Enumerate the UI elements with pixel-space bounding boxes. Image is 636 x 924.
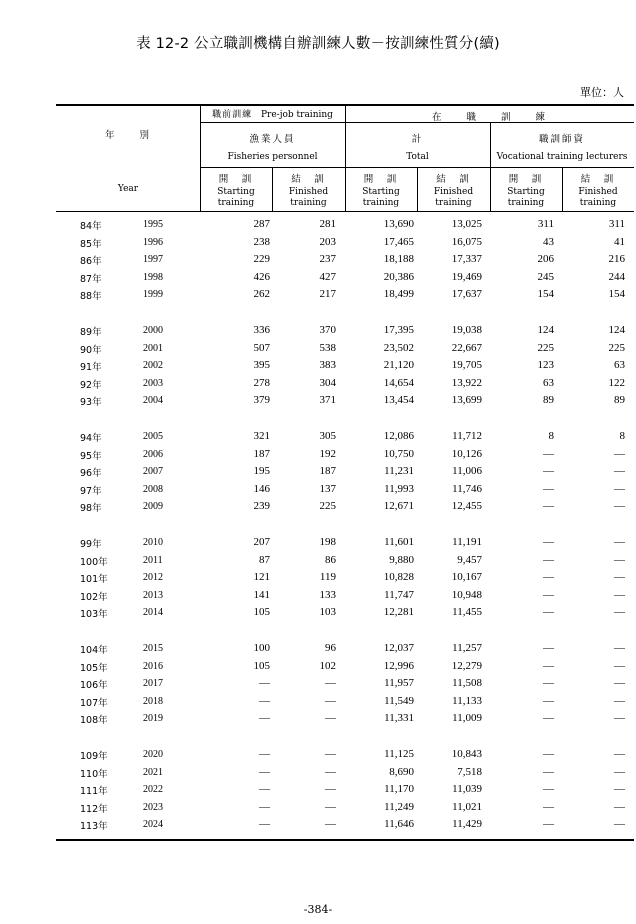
value-cell: 13,699 [451,394,482,406]
year-roc: 104年 [80,645,108,656]
year-ad: 2024 [143,819,163,830]
prejob-header-zh: 職前訓練 [212,110,253,120]
value-cell: — [543,765,554,778]
value-cell: — [614,482,625,495]
value-cell: 11,747 [384,588,414,601]
year-ad: 1995 [143,219,163,230]
value-cell: 63 [614,359,625,371]
value-cell: — [259,800,270,813]
starting-header-en: Starting [507,187,545,197]
value-cell: 119 [319,571,336,583]
value-cell: — [325,712,336,724]
value-cell: 96 [325,642,336,654]
year-ad: 2016 [143,660,163,672]
value-cell: 124 [537,324,554,336]
year-ad: 2023 [143,801,163,813]
value-cell: 192 [319,447,336,460]
fisheries-header-zh: 漁業人員 [249,134,296,145]
value-cell: 11,746 [452,482,482,495]
year-ad: 2001 [143,342,163,354]
value-cell: — [325,765,336,778]
year-roc: 88年 [80,291,102,302]
year-roc: 92年 [80,379,102,391]
value-cell: 187 [253,447,270,460]
finished-header-zh: 結 訓 [436,174,471,185]
starting-header-zh: 開 訓 [508,174,544,185]
value-cell: 16,075 [451,235,482,248]
value-cell: 10,126 [451,447,482,460]
value-cell: — [614,447,625,460]
value-cell: 11,601 [384,536,414,548]
value-cell: 102 [319,659,336,672]
value-cell: 305 [319,430,336,442]
value-cell: — [259,694,270,707]
value-cell: 10,828 [383,571,414,583]
year-roc: 86年 [80,256,102,267]
value-cell: — [543,783,554,795]
value-cell: — [543,642,554,654]
value-cell: — [543,712,554,724]
year-roc: 93年 [80,397,102,408]
value-cell: 146 [253,482,270,495]
year-ad: 2017 [143,678,163,689]
value-cell: — [614,500,625,512]
finished-header-en: training [579,198,617,208]
unit-label: 單位：人 [580,86,624,99]
value-cell: 206 [537,253,554,265]
year-roc: 112年 [80,803,108,815]
value-cell: 13,690 [383,218,414,230]
value-cell: 217 [319,288,336,300]
finished-header-en: training [435,198,472,208]
year-ad: 1996 [143,236,163,248]
lecturers-header-en: Vocational training lecturers [496,152,628,162]
value-cell: — [259,677,270,689]
value-cell: 11,133 [452,694,482,707]
year-header-en: Year [117,184,139,194]
value-cell: 12,455 [451,500,482,512]
value-cell: 11,331 [384,712,414,724]
value-cell: 124 [608,324,625,336]
value-cell: 19,469 [451,270,482,283]
year-roc: 97年 [80,485,102,497]
starting-header-en: training [507,198,545,208]
value-cell: 287 [253,218,270,230]
value-cell: 89 [543,394,554,406]
year-ad: 2004 [143,395,163,406]
year-roc: 108年 [80,715,108,726]
value-cell: — [543,588,554,601]
value-cell: 137 [319,482,336,495]
value-cell: 63 [543,376,554,389]
value-cell: 245 [537,270,554,283]
value-cell: 278 [253,376,270,389]
year-roc: 103年 [80,609,108,620]
year-roc: 111年 [80,786,108,797]
total-header-zh: 計 [411,134,424,145]
value-cell: — [614,588,625,601]
value-cell: 122 [608,376,625,389]
value-cell: — [614,748,625,760]
value-cell: 383 [319,359,336,371]
value-cell: — [543,659,554,672]
year-roc: 98年 [80,503,102,514]
value-cell: 11,257 [452,642,482,654]
year-ad: 2000 [143,325,163,336]
value-cell: 10,843 [451,748,482,760]
value-cell: 11,191 [452,536,482,548]
value-cell: 304 [319,376,336,389]
value-cell: 225 [319,500,336,512]
year-roc: 100年 [80,556,108,568]
value-cell: — [614,818,625,830]
value-cell: 281 [319,218,336,230]
value-cell: 12,037 [383,642,414,654]
value-cell: 11,712 [452,430,482,442]
value-cell: 18,188 [383,253,414,265]
value-cell: — [259,783,270,795]
table-title: 表 12-2 公立職訓機構自辦訓練人數－按訓練性質分(續) [136,36,500,52]
year-roc: 90年 [80,344,102,356]
value-cell: — [325,818,336,830]
value-cell: — [543,447,554,460]
finished-header-en: training [290,198,327,208]
year-ad: 2003 [143,377,163,389]
value-cell: 11,429 [452,818,482,830]
value-cell: 12,279 [451,659,482,672]
year-ad: 2014 [143,607,163,618]
table-bottom-rule [56,839,634,841]
value-cell: 17,337 [451,253,482,265]
year-roc: 95年 [80,450,102,462]
value-cell: 41 [614,235,625,248]
year-roc: 87年 [80,273,102,285]
value-cell: 370 [319,324,336,336]
value-cell: 187 [319,465,336,477]
value-cell: 195 [253,465,270,477]
value-cell: 11,646 [384,818,414,830]
value-cell: 11,231 [384,465,414,477]
value-cell: 9,880 [389,553,414,566]
year-roc: 91年 [80,362,102,373]
value-cell: 11,170 [384,783,414,795]
value-cell: 154 [608,288,625,300]
year-ad: 2015 [143,643,163,654]
value-cell: — [614,642,625,654]
value-cell: 207 [253,536,270,548]
value-cell: — [614,783,625,795]
year-ad: 2013 [143,589,163,601]
value-cell: — [614,465,625,477]
value-cell: — [543,694,554,707]
value-cell: 86 [325,553,336,566]
value-cell: — [543,465,554,477]
year-ad: 2007 [143,466,163,477]
year-ad: 2012 [143,572,163,583]
value-cell: — [325,748,336,760]
value-cell: — [543,536,554,548]
value-cell: 244 [608,270,625,283]
value-cell: — [543,748,554,760]
value-cell: 11,009 [452,712,482,724]
value-cell: 87 [259,553,270,566]
value-cell: — [325,800,336,813]
value-cell: — [259,765,270,778]
value-cell: 154 [537,288,554,300]
year-ad: 2022 [143,784,163,795]
value-cell: 229 [253,253,270,265]
value-cell: 133 [319,588,336,601]
value-cell: 11,549 [384,694,414,707]
starting-header-zh: 開 訓 [218,174,254,185]
value-cell: — [325,694,336,707]
year-ad: 2002 [143,360,163,371]
value-cell: 19,705 [451,359,482,371]
value-cell: 11,039 [452,783,482,795]
value-cell: 89 [614,394,625,406]
year-ad: 2006 [143,448,163,460]
value-cell: 13,454 [383,394,414,406]
year-roc: 107年 [80,697,108,709]
value-cell: 121 [253,571,270,583]
value-cell: — [543,677,554,689]
value-cell: 141 [253,588,270,601]
value-cell: 11,125 [384,748,414,760]
value-cell: 12,996 [383,659,414,672]
value-cell: 12,671 [383,500,414,512]
value-cell: 20,386 [383,270,414,283]
value-cell: 11,993 [384,482,414,495]
value-cell: — [614,659,625,672]
onjob-header: 在 職 訓 練 [431,112,547,123]
value-cell: — [543,500,554,512]
year-roc: 89年 [80,327,102,338]
value-cell: 17,395 [383,324,414,336]
value-cell: 7,518 [457,765,482,778]
value-cell: 123 [537,359,554,371]
value-cell: 10,750 [383,447,414,460]
value-cell: 43 [543,235,554,248]
value-cell: 11,508 [452,677,482,689]
year-roc: 85年 [80,238,102,250]
value-cell: — [614,536,625,548]
value-cell: — [614,800,625,813]
value-cell: 19,038 [451,324,482,336]
prejob-header [200,110,345,120]
year-roc: 109年 [80,751,108,762]
year-roc: 99年 [80,539,102,550]
value-cell: 100 [253,642,270,654]
value-cell: 11,957 [384,677,414,689]
value-cell: — [614,571,625,583]
value-cell: 18,499 [383,288,414,300]
year-roc: 102年 [80,591,108,603]
value-cell: 395 [253,359,270,371]
value-cell: 321 [253,430,270,442]
total-header-en: Total [406,152,429,162]
value-cell: 311 [608,218,625,230]
starting-header-zh: 開 訓 [363,174,399,185]
value-cell: — [614,606,625,618]
value-cell: — [325,783,336,795]
value-cell: — [614,694,625,707]
value-cell: — [543,553,554,566]
value-cell: — [325,677,336,689]
value-cell: 203 [319,235,336,248]
year-ad: 1999 [143,289,163,300]
value-cell: — [259,818,270,830]
year-roc: 96年 [80,468,102,479]
value-cell: 21,120 [383,359,414,371]
value-cell: — [543,606,554,618]
value-cell: 371 [319,394,336,406]
starting-header-en: training [362,198,400,208]
value-cell: — [543,571,554,583]
value-cell: 198 [319,536,336,548]
value-cell: 22,667 [451,341,482,354]
value-cell: 105 [253,606,270,618]
finished-header-en: Finished [578,187,618,197]
year-ad: 2010 [143,537,163,548]
value-cell: — [614,553,625,566]
year-roc: 101年 [80,574,108,585]
value-cell: 216 [608,253,625,265]
value-cell: 8,690 [389,765,414,778]
value-cell: 17,637 [451,288,482,300]
value-cell: 105 [253,659,270,672]
lecturers-header-zh: 職訓師資 [538,134,585,145]
value-cell: — [614,765,625,778]
finished-header-zh: 結 訓 [291,174,326,185]
year-ad: 2018 [143,695,163,707]
value-cell: — [614,712,625,724]
value-cell: 14,654 [383,376,414,389]
year-ad: 2008 [143,483,163,495]
year-roc: 113年 [80,821,108,832]
year-roc: 84年 [80,221,102,232]
starting-header-en: Starting [362,187,400,197]
value-cell: 13,922 [451,376,482,389]
value-cell: 11,455 [452,606,482,618]
year-ad: 2011 [143,554,163,566]
value-cell: — [543,800,554,813]
value-cell: 8 [619,430,625,442]
value-cell: — [543,482,554,495]
value-cell: 238 [253,235,270,248]
value-cell: 11,021 [452,800,482,813]
value-cell: 311 [537,218,554,230]
value-cell: 12,086 [383,430,414,442]
value-cell: 10,948 [451,588,482,601]
year-roc: 105年 [80,662,108,674]
value-cell: 237 [319,253,336,265]
year-ad: 2005 [143,431,163,442]
value-cell: 11,249 [384,800,414,813]
value-cell: 17,465 [383,235,414,248]
value-cell: 225 [608,341,625,354]
year-roc: 110年 [80,768,108,780]
starting-header-en: training [217,198,255,208]
value-cell: 426 [253,270,270,283]
value-cell: 336 [253,324,270,336]
value-cell: 507 [253,341,270,354]
value-cell: 538 [319,341,336,354]
value-cell: — [614,677,625,689]
value-cell: — [543,818,554,830]
finished-header-en: Finished [288,187,329,197]
year-ad: 2019 [143,713,163,724]
value-cell: 103 [319,606,336,618]
finished-header-en: Finished [433,187,474,197]
year-header-zh: 年 別 [104,130,151,141]
finished-header-zh: 結 訓 [580,174,616,185]
value-cell: 427 [319,270,336,283]
value-cell: 239 [253,500,270,512]
year-roc: 106年 [80,680,108,691]
value-cell: 13,025 [451,218,482,230]
year-ad: 2020 [143,749,163,760]
year-ad: 2021 [143,766,163,778]
year-ad: 2009 [143,501,163,512]
year-ad: 1998 [143,271,163,283]
value-cell: 23,502 [383,341,414,354]
value-cell: 10,167 [451,571,482,583]
prejob-header-en: Pre-job training [260,110,333,120]
value-cell: 379 [253,394,270,406]
year-roc: 94年 [80,433,102,444]
value-cell: 12,281 [383,606,414,618]
value-cell: 11,006 [452,465,482,477]
value-cell: — [259,748,270,760]
fisheries-header-en: Fisheries personnel [227,152,318,162]
year-ad: 1997 [143,254,163,265]
page-number: -384- [303,903,333,916]
value-cell: 9,457 [457,553,482,566]
value-cell: 262 [253,288,270,300]
value-cell: 225 [537,341,554,354]
value-cell: — [259,712,270,724]
starting-header-en: Starting [217,187,255,197]
value-cell: 8 [548,430,554,442]
